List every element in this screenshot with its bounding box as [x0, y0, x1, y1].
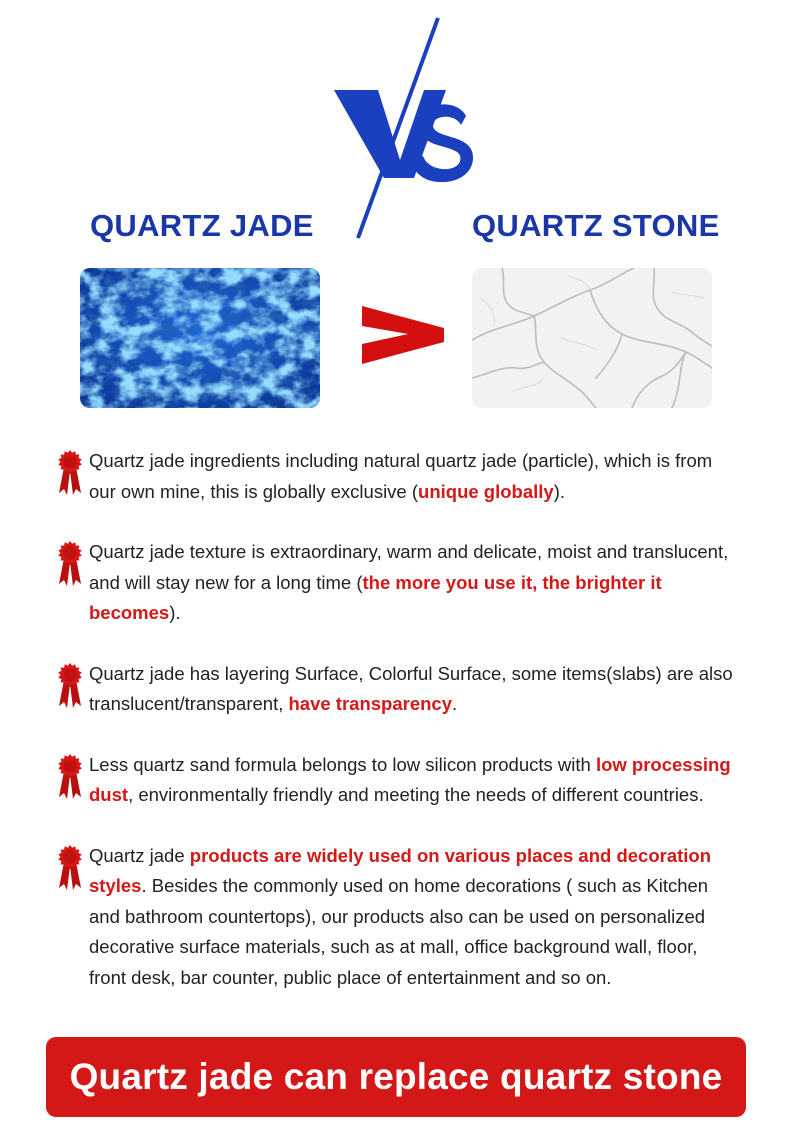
feature-text: Quartz jade texture is extraordinary, warm and delicate, moist and translucent, and will stay new for a long time (the more you use it, the brighter it becomes). [89, 541, 729, 623]
quartz-stone-image [472, 268, 712, 408]
award-ribbon-icon [56, 662, 84, 710]
feature-list [56, 446, 736, 993]
feature-text: Quartz jade has layering Surface, Colorful Surface, some items(slabs) are also translucent/transparent, have transparency. [89, 662, 733, 714]
award-ribbon-icon [56, 540, 84, 588]
feature-point [56, 841, 736, 994]
feature-point [56, 750, 736, 811]
quartz-stone-title: QUARTZ STONE [472, 208, 720, 243]
vs-logo [320, 10, 490, 240]
banner-text: Quartz jade can replace quartz stone [69, 1056, 723, 1097]
feature-point [56, 446, 736, 507]
quartz-jade-title: QUARTZ JADE [90, 208, 314, 243]
feature-text: Less quartz sand formula belongs to low silicon products with low processing dust, environmentally friendly and meeting the needs of different countries. [89, 753, 731, 805]
feature-text: Quartz jade ingredients including natural quartz jade (particle), which is from our own mine, this is globally exclusive (unique globally). [89, 450, 713, 502]
quartz-jade-image [80, 268, 320, 408]
feature-text: Quartz jade products are widely used on various places and decoration styles. Besides the commonly used on home decorations ( such as Kitchen and bathroom countertops), our products also can be used on personalized decorative surface materials, such as at mall, office background wall, floor, front desk, bar counter, public place of entertainment and so on. [89, 844, 712, 988]
award-ribbon-icon [56, 449, 84, 497]
replace-quartz-stone-banner [46, 1037, 746, 1117]
award-ribbon-icon [56, 844, 84, 892]
greater-than-icon [360, 300, 446, 368]
feature-point [56, 537, 736, 629]
award-ribbon-icon [56, 753, 84, 801]
feature-point [56, 659, 736, 720]
